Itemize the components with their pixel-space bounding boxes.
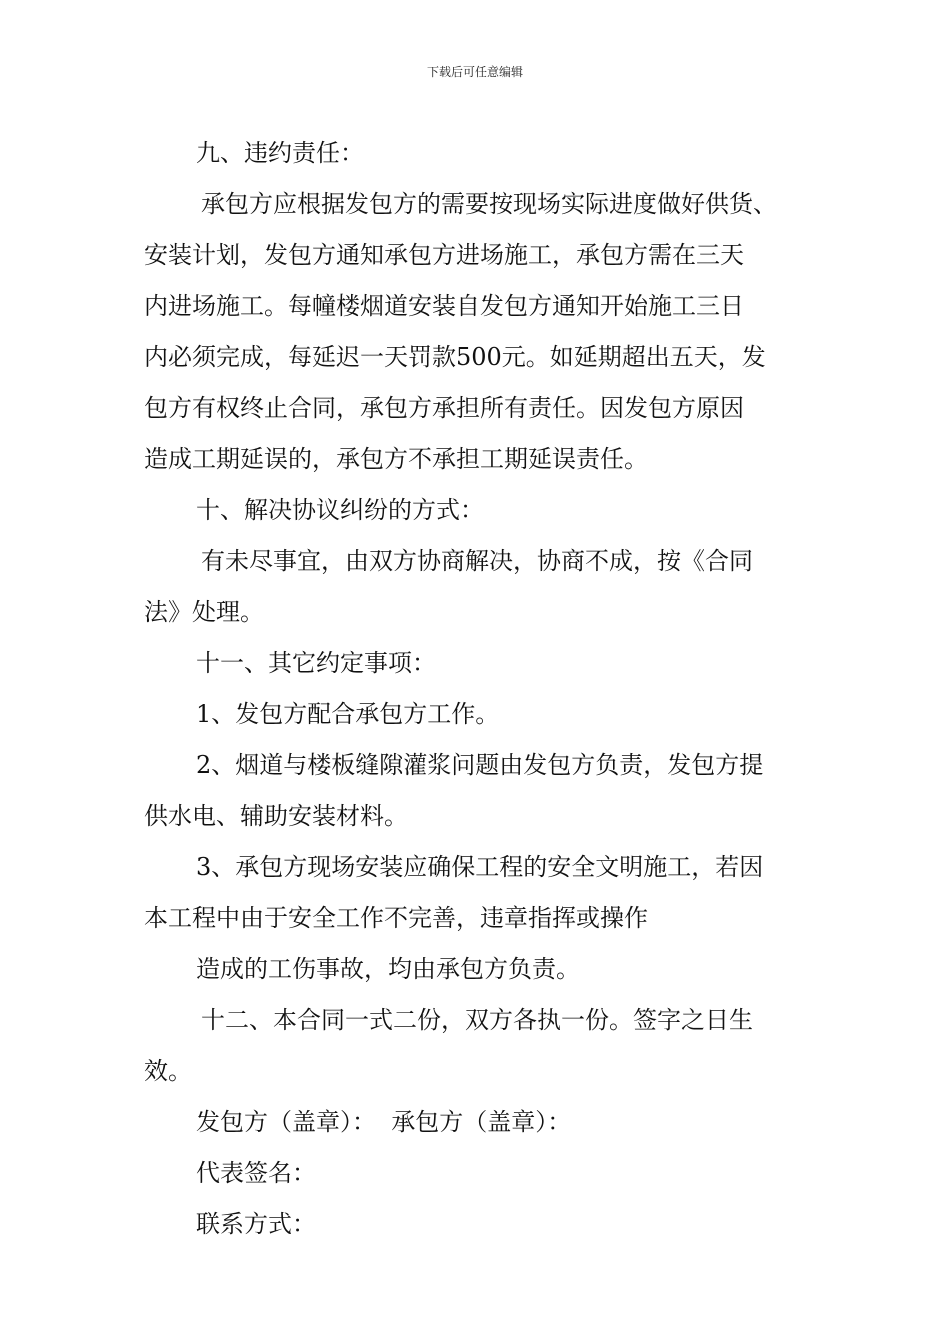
list-item-1: 1、发包方配合承包方工作。 [196,700,500,728]
paragraph-line: 造成的工伤事故，均由承包方负责。 [196,955,580,983]
paragraph-line: 包方有权终止合同，承包方承担所有责任。因发包方原因 [144,394,744,422]
section-heading-10: 十、解决协议纠纷的方式： [196,496,484,524]
representative-signature-line: 代表签名： [196,1159,316,1187]
section-heading-9: 九、违约责任： [196,139,364,167]
document-body [144,128,814,1250]
section-heading-12: 十二、本合同一式二份，双方各执一份。签字之日生 [201,1006,753,1034]
signature-party-line: 发包方（盖章）： 承包方（盖章）： [196,1108,572,1136]
paragraph-line: 造成工期延误的，承包方不承担工期延误责任。 [144,445,648,473]
paragraph-line: 效。 [144,1057,192,1085]
paragraph-line: 有未尽事宜，由双方协商解决，协商不成，按《合同 [201,547,753,575]
page-header-watermark: 下载后可任意编辑 [426,65,523,79]
list-item-2: 2、烟道与楼板缝隙灌浆问题由发包方负责，发包方提 [196,751,764,779]
section-heading-11: 十一、其它约定事项： [196,649,436,677]
paragraph-line: 承包方应根据发包方的需要按现场实际进度做好供货、 [201,190,777,218]
paragraph-line: 内必须完成，每延迟一天罚款500元。如延期超出五天，发 [144,343,766,371]
contact-info-line: 联系方式： [196,1210,316,1238]
list-item-3: 3、承包方现场安装应确保工程的安全文明施工，若因 [196,853,764,881]
paragraph-line: 法》处理。 [144,598,264,626]
paragraph-line: 供水电、辅助安装材料。 [144,802,408,830]
paragraph-line: 内进场施工。每幢楼烟道安装自发包方通知开始施工三日 [144,292,744,320]
paragraph-line: 安装计划，发包方通知承包方进场施工，承包方需在三天 [144,241,744,269]
paragraph-line: 本工程中由于安全工作不完善，违章指挥或操作 [144,904,648,932]
